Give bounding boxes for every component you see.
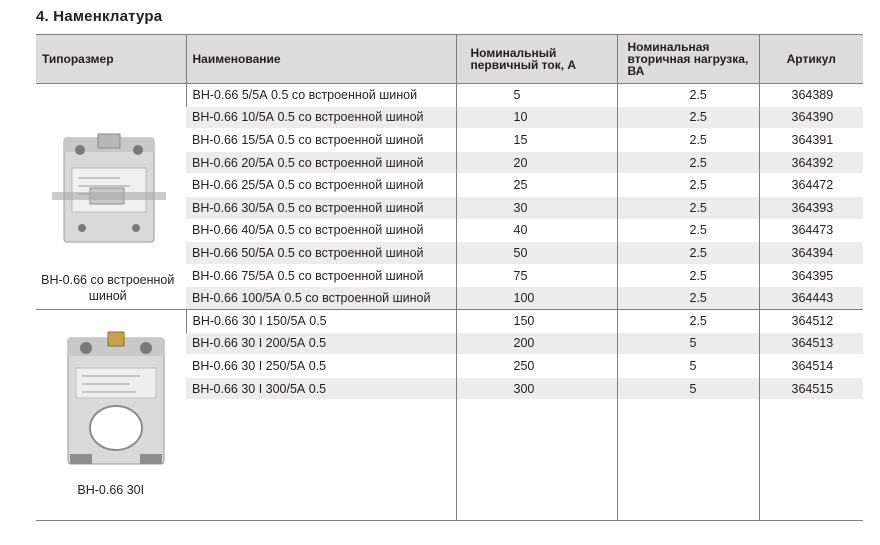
current-cell: 40 (456, 219, 617, 242)
name-cell: ВН-0.66 30 I 300/5А 0.5 (186, 377, 456, 400)
name-cell: ВН-0.66 30/5А 0.5 со встроенной шиной (186, 196, 456, 219)
load-cell: 2.5 (617, 309, 759, 332)
model-label: ВН-0.66 30I (77, 482, 145, 497)
article-cell: 364393 (759, 196, 863, 219)
article-cell: 364513 (759, 332, 863, 355)
empty-cell (456, 400, 617, 521)
current-cell: 10 (456, 106, 617, 129)
name-cell: ВН-0.66 30 I 150/5А 0.5 (186, 309, 456, 332)
name-cell: ВН-0.66 75/5А 0.5 со встроенной шиной (186, 264, 456, 287)
window-transformer-icon (60, 330, 172, 470)
name-cell: ВН-0.66 25/5А 0.5 со встроенной шиной (186, 174, 456, 197)
current-cell: 50 (456, 242, 617, 265)
current-cell: 200 (456, 332, 617, 355)
current-cell: 20 (456, 151, 617, 174)
article-cell: 364473 (759, 219, 863, 242)
article-cell: 364395 (759, 264, 863, 287)
name-cell: ВН-0.66 100/5А 0.5 со встроенной шиной (186, 287, 456, 310)
current-cell: 5 (456, 84, 617, 107)
load-cell: 2.5 (617, 174, 759, 197)
article-cell: 364391 (759, 129, 863, 152)
article-cell: 364515 (759, 377, 863, 400)
load-cell: 2.5 (617, 151, 759, 174)
name-cell: ВН-0.66 5/5А 0.5 со встроенной шиной (186, 84, 456, 107)
load-cell: 2.5 (617, 129, 759, 152)
header-load: Номинальная вторичная нагрузка, ВА (617, 35, 759, 84)
article-cell: 364514 (759, 355, 863, 378)
load-cell: 2.5 (617, 219, 759, 242)
load-cell: 2.5 (617, 287, 759, 310)
header-article: Артикул (759, 35, 863, 84)
article-cell: 364512 (759, 309, 863, 332)
name-cell: ВН-0.66 50/5А 0.5 со встроенной шиной (186, 242, 456, 265)
section-title: 4. Наменклатура (36, 8, 163, 25)
load-cell: 5 (617, 332, 759, 355)
name-cell: ВН-0.66 30 I 200/5А 0.5 (186, 332, 456, 355)
model-label: ВН-0.66 со встроенной шиной (41, 273, 175, 303)
header-current: Номинальный первичный ток, А (456, 35, 617, 84)
current-cell: 300 (456, 377, 617, 400)
article-cell: 364389 (759, 84, 863, 107)
load-cell: 2.5 (617, 196, 759, 219)
current-cell: 15 (456, 129, 617, 152)
busbar-transformer-icon (50, 128, 168, 250)
current-cell: 75 (456, 264, 617, 287)
current-cell: 150 (456, 309, 617, 332)
header-model: Типоразмер (36, 35, 186, 84)
load-cell: 2.5 (617, 84, 759, 107)
name-cell: ВН-0.66 30 I 250/5А 0.5 (186, 355, 456, 378)
empty-cell (186, 400, 456, 521)
current-cell: 30 (456, 196, 617, 219)
current-cell: 100 (456, 287, 617, 310)
load-cell: 2.5 (617, 242, 759, 265)
load-cell: 5 (617, 355, 759, 378)
load-cell: 2.5 (617, 106, 759, 129)
load-cell: 2.5 (617, 264, 759, 287)
table-header-row (36, 35, 863, 84)
header-name: Наименование (186, 35, 456, 84)
article-cell: 364392 (759, 151, 863, 174)
load-cell: 5 (617, 377, 759, 400)
table-row (36, 84, 863, 107)
article-cell: 364390 (759, 106, 863, 129)
name-cell: ВН-0.66 20/5А 0.5 со встроенной шиной (186, 151, 456, 174)
table-row (36, 309, 863, 332)
current-cell: 250 (456, 355, 617, 378)
article-cell: 364443 (759, 287, 863, 310)
current-cell: 25 (456, 174, 617, 197)
empty-cell (759, 400, 863, 521)
article-cell: 364472 (759, 174, 863, 197)
empty-cell (617, 400, 759, 521)
name-cell: ВН-0.66 15/5А 0.5 со встроенной шиной (186, 129, 456, 152)
name-cell: ВН-0.66 40/5А 0.5 со встроенной шиной (186, 219, 456, 242)
article-cell: 364394 (759, 242, 863, 265)
name-cell: ВН-0.66 10/5А 0.5 со встроенной шиной (186, 106, 456, 129)
